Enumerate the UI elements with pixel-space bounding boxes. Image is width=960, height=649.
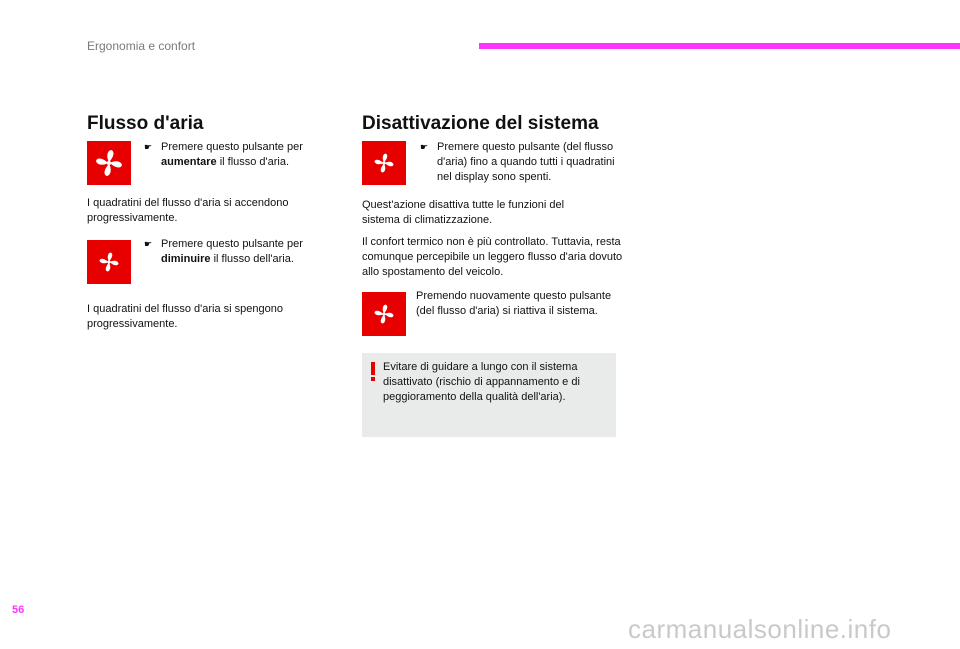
section-title: Ergonomia e confort xyxy=(87,39,196,53)
heading-flusso-aria: Flusso d'aria xyxy=(87,113,204,134)
instruction-text: il flusso d'aria. xyxy=(216,156,290,168)
exclamation-icon xyxy=(370,362,376,378)
bullet-marker: ☛ xyxy=(144,239,153,249)
paragraph: Quest'azione disattiva tutte le funzioni del sistema di climatizzazione. xyxy=(362,199,565,226)
fan-small-icon xyxy=(87,240,131,284)
instruction-text: Premere questo pulsante per xyxy=(161,238,303,250)
bullet-marker: ☛ xyxy=(420,142,429,152)
heading-disattivazione: Disattivazione del sistema xyxy=(362,113,599,134)
instruction-increase xyxy=(144,140,326,170)
section-accent-bar xyxy=(479,43,960,49)
fan-small-icon xyxy=(362,141,406,185)
instruction-text: Premere questo pulsante per xyxy=(161,141,303,153)
bullet-marker: ☛ xyxy=(144,142,153,152)
page-number: 56 xyxy=(12,604,25,616)
instruction-deactivate xyxy=(420,140,617,185)
warning-text: Evitare di guidare a lungo con il sistema disattivato (rischio di appannamento e di peggioramento della qualità dell'aria). xyxy=(383,361,580,403)
instruction-reactivate: Premendo nuovamente questo pulsante (del flusso d'aria) si riattiva il sistema. xyxy=(416,290,612,317)
instruction-decrease xyxy=(144,237,326,267)
watermark: carmanualsonline.info xyxy=(628,614,892,644)
paragraph: I quadratini del flusso d'aria si accendono progressivamente. xyxy=(87,197,289,224)
instruction-text: il flusso dell'aria. xyxy=(210,253,294,265)
instruction-bold: diminuire xyxy=(161,253,211,265)
instruction-bold: aumentare xyxy=(161,156,217,168)
fan-large-icon xyxy=(87,141,131,185)
paragraph: I quadratini del flusso d'aria si spengono progressivamente. xyxy=(87,303,283,330)
fan-small-icon xyxy=(362,292,406,336)
paragraph: Il confort termico non è più controllato. Tuttavia, resta comunque percepibile un leggero flusso d'aria dovuto allo spostamento del veicolo. xyxy=(362,236,623,278)
warning-box xyxy=(362,353,616,437)
instruction-text: Premere questo pulsante (del flusso d'aria) fino a quando tutti i quadratini nel display sono spenti. xyxy=(437,141,615,183)
